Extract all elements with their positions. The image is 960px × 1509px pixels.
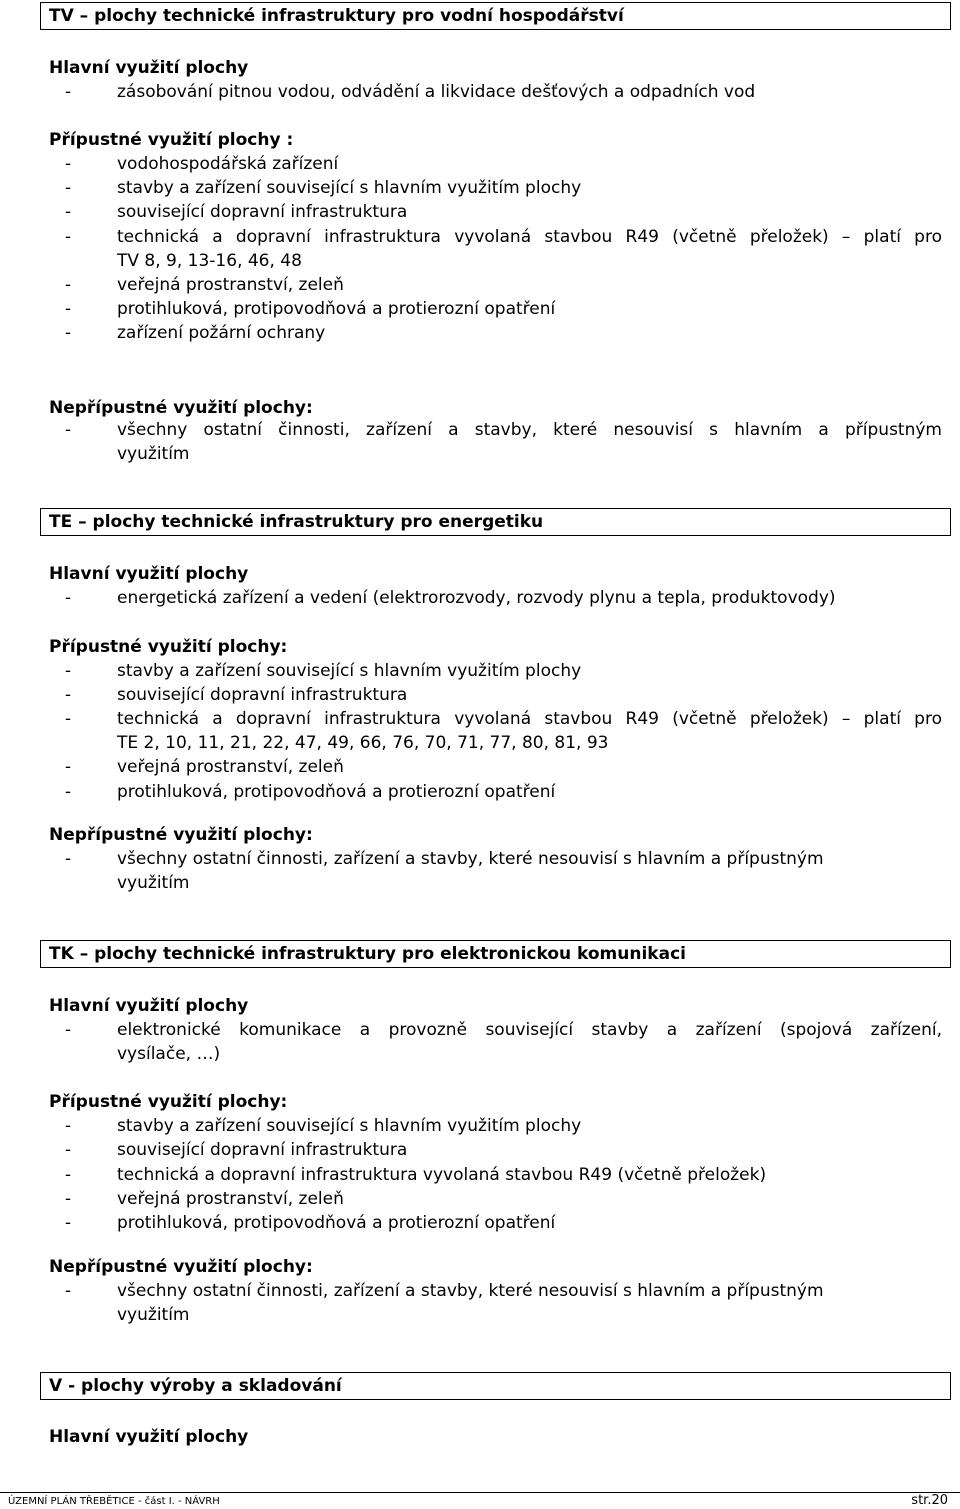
footer-document-title: ÚZEMNÍ PLÁN TŘEBĚTICE - část I. - NÁVRH bbox=[8, 1496, 220, 1507]
bullet-dash: - bbox=[65, 1189, 72, 1209]
bullet-dash: - bbox=[65, 323, 72, 343]
section-title-tv: TV – plochy technické infrastruktury pro vodní hospodářství bbox=[40, 2, 951, 30]
bullet-dash: - bbox=[65, 1213, 72, 1233]
te-permitted-item-continuation: TE 2, 10, 11, 21, 22, 47, 49, 66, 76, 70, 71, 77, 80, 81, 93 bbox=[117, 733, 609, 753]
tv-permitted-heading: Přípustné využití plochy : bbox=[49, 130, 294, 150]
te-permitted-item: technická a dopravní infrastruktura vyvolaná stavbou R49 (včetně přeložek) – platí pro bbox=[117, 709, 942, 729]
tk-permitted-item: technická a dopravní infrastruktura vyvolaná stavbou R49 (včetně přeložek) bbox=[117, 1165, 767, 1185]
tv-permitted-item: související dopravní infrastruktura bbox=[117, 202, 408, 222]
bullet-dash: - bbox=[65, 1116, 72, 1136]
tv-forbidden-heading: Nepřípustné využití plochy: bbox=[49, 398, 313, 418]
bullet-dash: - bbox=[65, 178, 72, 198]
te-permitted-item: související dopravní infrastruktura bbox=[117, 685, 408, 705]
tv-permitted-item: vodohospodářská zařízení bbox=[117, 154, 339, 174]
te-permitted-item: protihluková, protipovodňová a protierozní opatření bbox=[117, 782, 556, 802]
tk-forbidden-item: všechny ostatní činnosti, zařízení a stavby, které nesouvisí s hlavním a přípustným bbox=[117, 1281, 824, 1301]
bullet-dash: - bbox=[65, 1165, 72, 1185]
tv-main-heading: Hlavní využití plochy bbox=[49, 58, 249, 78]
bullet-dash: - bbox=[65, 588, 72, 608]
tk-permitted-heading: Přípustné využití plochy: bbox=[49, 1092, 288, 1112]
tv-forbidden-item: všechny ostatní činnosti, zařízení a stavby, které nesouvisí s hlavním a přípustným bbox=[117, 420, 942, 440]
section-title-tk: TK – plochy technické infrastruktury pro elektronickou komunikaci bbox=[40, 940, 951, 968]
tv-permitted-item: stavby a zařízení související s hlavním využitím plochy bbox=[117, 178, 582, 198]
tk-main-item: elektronické komunikace a provozně související stavby a zařízení (spojová zařízení, bbox=[117, 1020, 942, 1040]
bullet-dash: - bbox=[65, 661, 72, 681]
bullet-dash: - bbox=[65, 420, 72, 440]
tv-forbidden-item-continuation: využitím bbox=[117, 444, 190, 464]
bullet-dash: - bbox=[65, 299, 72, 319]
te-forbidden-item-continuation: využitím bbox=[117, 873, 190, 893]
bullet-dash: - bbox=[65, 757, 72, 777]
bullet-dash: - bbox=[65, 709, 72, 729]
tk-permitted-item: veřejná prostranství, zeleň bbox=[117, 1189, 344, 1209]
tv-permitted-item: technická a dopravní infrastruktura vyvolaná stavbou R49 (včetně přeložek) – platí pro bbox=[117, 227, 942, 247]
bullet-dash: - bbox=[65, 154, 72, 174]
section-title-te: TE – plochy technické infrastruktury pro energetiku bbox=[40, 508, 951, 536]
te-permitted-item: stavby a zařízení související s hlavním využitím plochy bbox=[117, 661, 582, 681]
bullet-dash: - bbox=[65, 202, 72, 222]
tk-permitted-item: související dopravní infrastruktura bbox=[117, 1140, 408, 1160]
bullet-dash: - bbox=[65, 1020, 72, 1040]
tv-permitted-item-continuation: TV 8, 9, 13-16, 46, 48 bbox=[117, 251, 302, 271]
bullet-dash: - bbox=[65, 685, 72, 705]
tk-permitted-item: protihluková, protipovodňová a protierozní opatření bbox=[117, 1213, 556, 1233]
te-main-heading: Hlavní využití plochy bbox=[49, 564, 249, 584]
tv-permitted-item: protihluková, protipovodňová a protierozní opatření bbox=[117, 299, 556, 319]
footer-divider bbox=[0, 1492, 960, 1493]
tk-main-item-continuation: vysílače, …) bbox=[117, 1044, 221, 1064]
tk-permitted-item: stavby a zařízení související s hlavním využitím plochy bbox=[117, 1116, 582, 1136]
section-title-v: V - plochy výroby a skladování bbox=[40, 1372, 951, 1400]
te-main-item: energetická zařízení a vedení (elektrorozvody, rozvody plynu a tepla, produktovody) bbox=[117, 588, 836, 608]
te-permitted-heading: Přípustné využití plochy: bbox=[49, 637, 288, 657]
tv-main-item: zásobování pitnou vodou, odvádění a likvidace dešťových a odpadních vod bbox=[117, 82, 756, 102]
bullet-dash: - bbox=[65, 782, 72, 802]
bullet-dash: - bbox=[65, 1140, 72, 1160]
tk-main-heading: Hlavní využití plochy bbox=[49, 996, 249, 1016]
v-main-heading: Hlavní využití plochy bbox=[49, 1427, 249, 1447]
bullet-dash: - bbox=[65, 1281, 72, 1301]
page-number: str.20 bbox=[911, 1493, 948, 1508]
tv-permitted-item: zařízení požární ochrany bbox=[117, 323, 326, 343]
bullet-dash: - bbox=[65, 275, 72, 295]
bullet-dash: - bbox=[65, 849, 72, 869]
bullet-dash: - bbox=[65, 82, 72, 102]
te-permitted-item: veřejná prostranství, zeleň bbox=[117, 757, 344, 777]
tk-forbidden-item-continuation: využitím bbox=[117, 1305, 190, 1325]
tv-permitted-item: veřejná prostranství, zeleň bbox=[117, 275, 344, 295]
bullet-dash: - bbox=[65, 227, 72, 247]
te-forbidden-item: všechny ostatní činnosti, zařízení a stavby, které nesouvisí s hlavním a přípustným bbox=[117, 849, 824, 869]
te-forbidden-heading: Nepřípustné využití plochy: bbox=[49, 825, 313, 845]
tk-forbidden-heading: Nepřípustné využití plochy: bbox=[49, 1257, 313, 1277]
